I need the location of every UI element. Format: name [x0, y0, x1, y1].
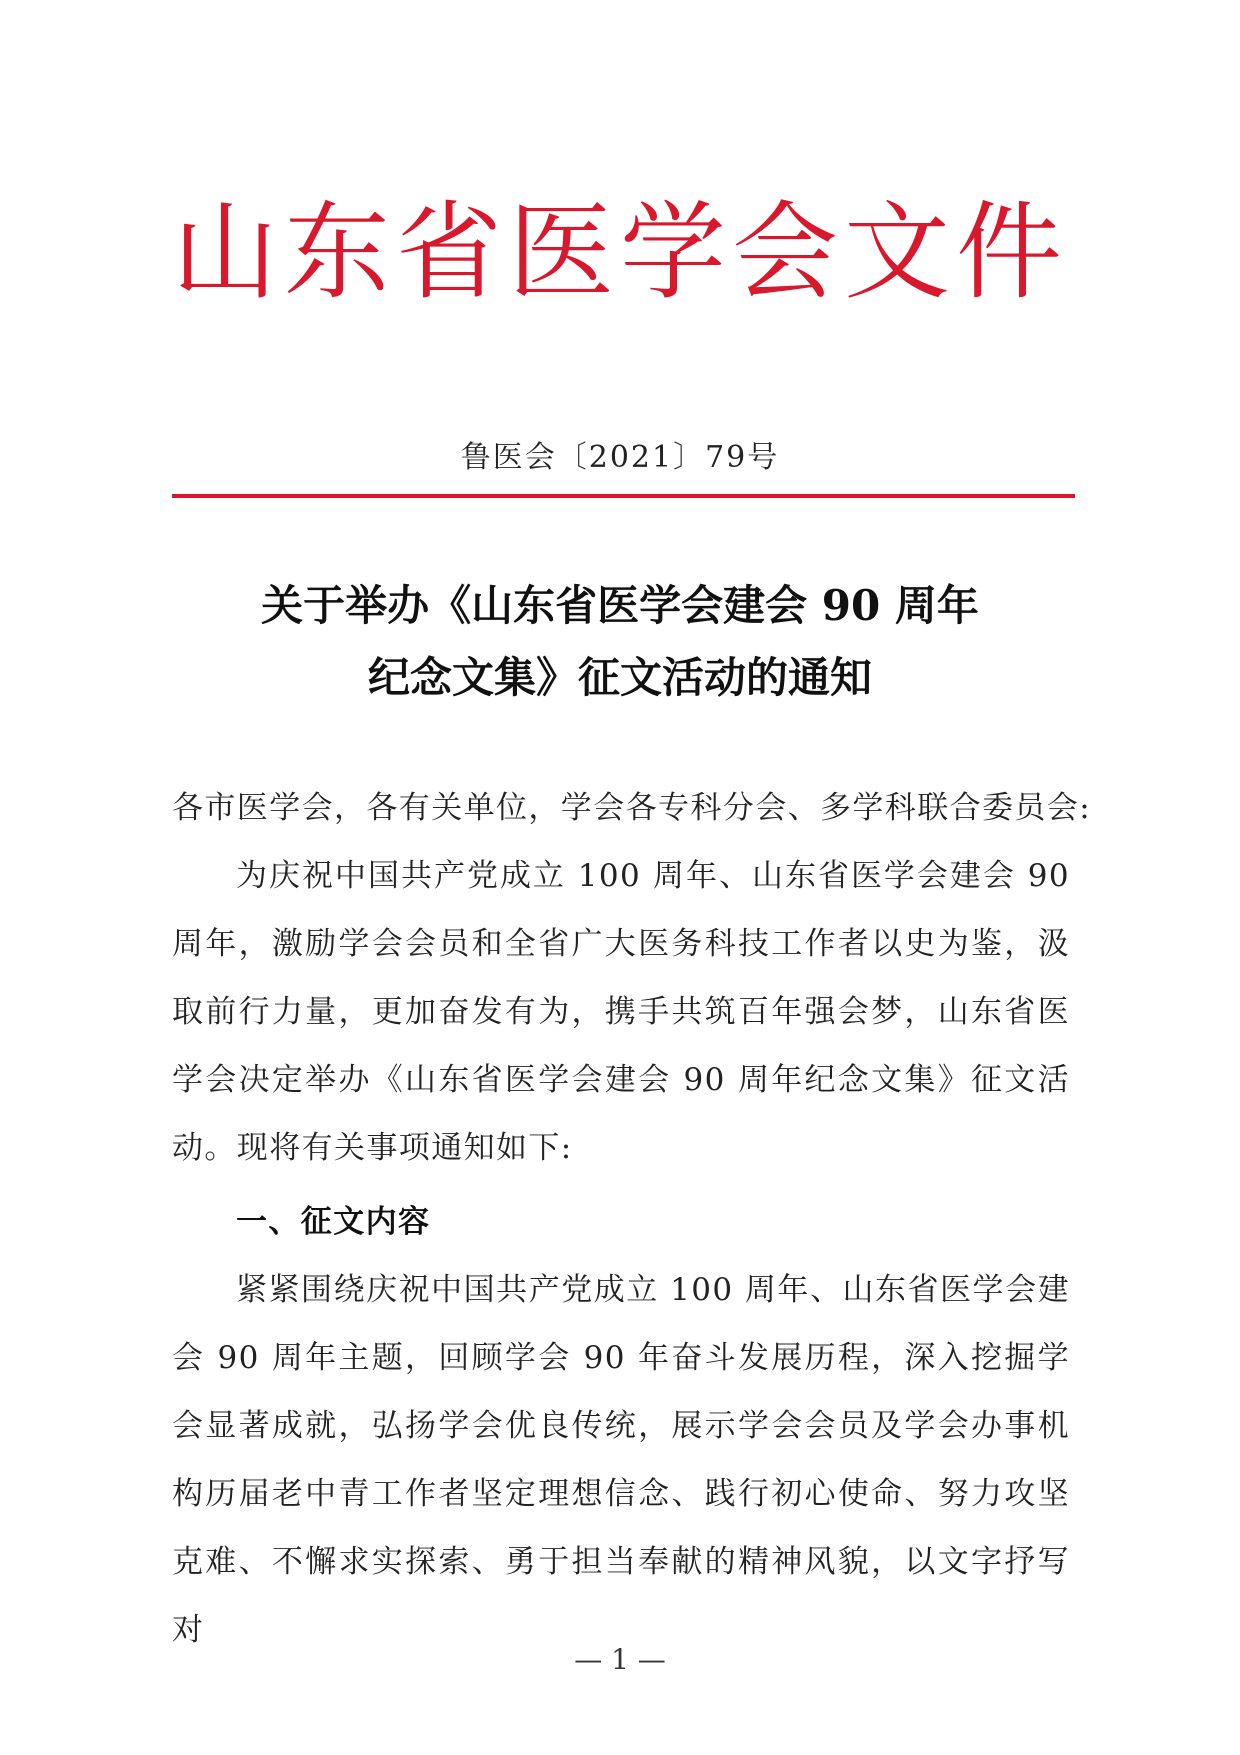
red-divider-rule [172, 494, 1075, 498]
document-number: 鲁医会〔2021〕79号 [460, 440, 780, 475]
notice-title [0, 570, 1240, 714]
notice-title-line-1: 关于举办《山东省医学会建会 90 周年 [261, 581, 979, 630]
body-paragraph-2: 紧紧围绕庆祝中国共产党成立 100 周年、山东省医学会建会 90 周年主题，回顾学会 90 年奋斗发展历程，深入挖掘学会显著成就，弘扬学会优良传统，展示学会会员及学会办事机构历届老中青工作者坚定理想信念、践行初心使命、努力攻坚克难、不懈求实探索、勇于担当奉献的精神风貌，以文字抒写对 [172, 1272, 1070, 1648]
salutation: 各市医学会，各有关单位，学会各专科分会、多学科联合委员会: [172, 790, 1092, 826]
notice-title-line-2: 纪念文集》征文活动的通知 [367, 653, 872, 702]
page-number: — 1 — [574, 1643, 666, 1676]
section-heading-1: 一、征文内容 [236, 1204, 431, 1240]
masthead-title: 山东省医学会文件 [172, 191, 1068, 314]
body-paragraph-1: 为庆祝中国共产党成立 100 周年、山东省医学会建会 90 周年，激励学会会员和全省广大医务科技工作者以史为鉴，汲取前行力量，更加奋发有为，携手共筑百年强会梦，山东省医学会决定举办《山东省医学会建会 90 周年纪念文集》征文活动。现将有关事项通知如下: [172, 858, 1070, 1166]
